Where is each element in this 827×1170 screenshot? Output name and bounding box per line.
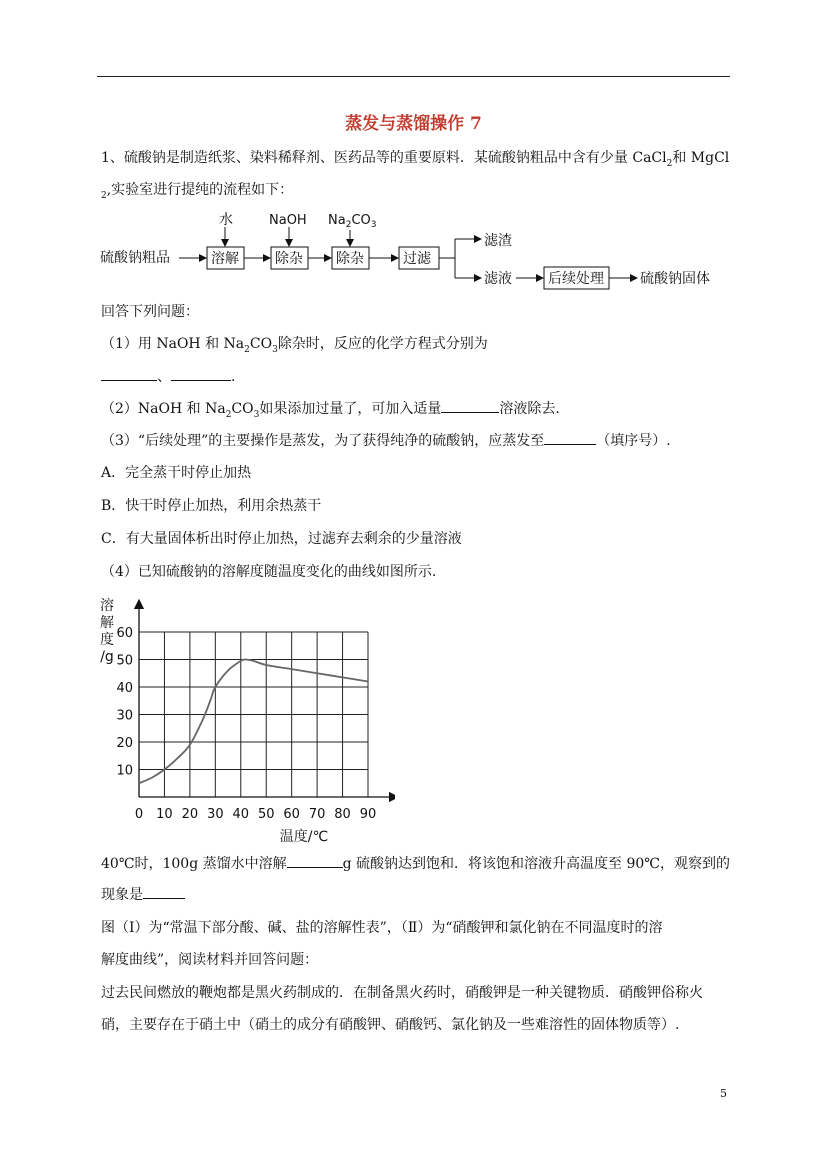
- flow-end: 硫酸钠固体: [640, 271, 710, 287]
- part2-text: （2）NaOH 和 $Na_2CO_3$如果添加过量了，可加入适量 溶液除去.: [101, 398, 560, 425]
- y-tick-label: 60: [116, 626, 133, 641]
- y-axis-label: 解: [100, 615, 114, 631]
- page-number: 5: [720, 1087, 727, 1100]
- x-tick-label: 90: [359, 807, 377, 822]
- question-line2: 现象是: [101, 884, 185, 905]
- y-tick-label: 30: [116, 708, 133, 724]
- answer-blank[interactable]: [101, 366, 157, 381]
- y-axis-label: /g: [100, 649, 114, 665]
- x-tick-label: 60: [283, 807, 300, 822]
- y-tick-label: 50: [116, 653, 133, 669]
- part3-text: （3）“后续处理”的主要操作是蒸发，为了获得纯净的硫酸钠，应蒸发至 （填序号）.: [101, 430, 671, 451]
- option-b: B．快干时停止加热，利用余热蒸干: [101, 498, 322, 514]
- option-a: A．完全蒸干时停止加热: [101, 465, 252, 481]
- answer-blank[interactable]: [441, 398, 499, 413]
- page-title: 蒸发与蒸馏操作 7: [345, 114, 482, 134]
- answer-blank[interactable]: [287, 853, 343, 868]
- answer-intro: 回答下列问题：: [101, 304, 199, 320]
- flow-box4-label: 过滤: [403, 251, 431, 267]
- x-tick-label: 50: [257, 807, 275, 822]
- question-intro-line2: $_2$,实验室进行提纯的流程如下：: [101, 182, 294, 201]
- y-axis-label: 度: [100, 632, 114, 648]
- paragraph2-line1: 图（Ⅰ）为“常温下部分酸、碱、盐的溶解性表”，（Ⅱ）为“硝酸钾和氯化钠在不同温度时的溶: [101, 920, 663, 936]
- header-rule: [97, 76, 730, 77]
- x-tick-label: 30: [207, 807, 224, 822]
- y-tick-label: 40: [116, 681, 133, 696]
- option-c: C．有大量固体析出时停止加热，过滤弃去剩余的少量溶液: [101, 531, 462, 547]
- question-intro-line1: 1、硫酸钠是制造纸浆、染料稀释剂、医药品等的重要原料．某硫酸钠粗品中含有少量 CaCl$_2$和 MgCl: [101, 150, 730, 169]
- x-tick-label: 20: [181, 807, 199, 822]
- flow-reagent-naoh: NaOH: [269, 213, 307, 228]
- purification-flowchart: [95, 206, 735, 296]
- flow-out-filtrate: 滤液: [484, 271, 512, 287]
- answer-blank[interactable]: [171, 366, 231, 381]
- x-tick-label: 0: [134, 807, 144, 822]
- flow-reagent-na2co3: $Na_2CO_3$: [328, 213, 377, 230]
- answer-blank[interactable]: [143, 884, 185, 899]
- x-tick-label: 40: [232, 807, 250, 822]
- flow-box1-label: 溶解: [211, 251, 239, 267]
- part1-blanks: 、 .: [101, 366, 235, 387]
- solubility-curve: [139, 659, 368, 783]
- part4-text: （4）已知硫酸钠的溶解度随温度变化的曲线如图所示.: [101, 564, 437, 580]
- part1-text: （1）用 NaOH 和 $Na_2CO_3$除杂时，反应的化学方程式分别为: [101, 336, 488, 355]
- flow-box5-label: 后续处理: [548, 271, 604, 287]
- paragraph3-line2: 硝，主要存在于硝土中（硝土的成分有硝酸钾、硝酸钙、氯化钠及一些难溶性的固体物质等）.: [101, 1017, 680, 1033]
- x-axis-label: 温度/℃: [279, 829, 329, 845]
- flow-start: 硫酸钠粗品: [100, 250, 170, 266]
- y-axis-label: 溶: [100, 598, 114, 614]
- flow-reagent-water: 水: [219, 212, 233, 228]
- question-line1: 40℃时，100g 蒸馏水中溶解 g 硫酸钠达到饱和．将该饱和溶液升高温度至 90℃，观察到的: [101, 853, 730, 874]
- paragraph2-line2: 解度曲线”，阅读材料并回答问题：: [101, 952, 319, 968]
- solubility-chart: [95, 592, 395, 847]
- y-tick-label: 20: [116, 736, 133, 751]
- flow-box2-label: 除杂: [275, 251, 303, 267]
- answer-blank[interactable]: [544, 430, 596, 445]
- y-tick-label: 10: [116, 763, 133, 779]
- x-tick-label: 10: [156, 807, 173, 822]
- flow-out-residue: 滤渣: [484, 233, 512, 249]
- x-tick-label: 70: [308, 807, 326, 822]
- x-tick-label: 80: [334, 807, 351, 822]
- flow-box3-label: 除杂: [336, 251, 364, 267]
- paragraph3-line1: 过去民间燃放的鞭炮都是黑火药制成的．在制备黑火药时，硝酸钾是一种关键物质．硝酸钾俗称火: [101, 985, 703, 1001]
